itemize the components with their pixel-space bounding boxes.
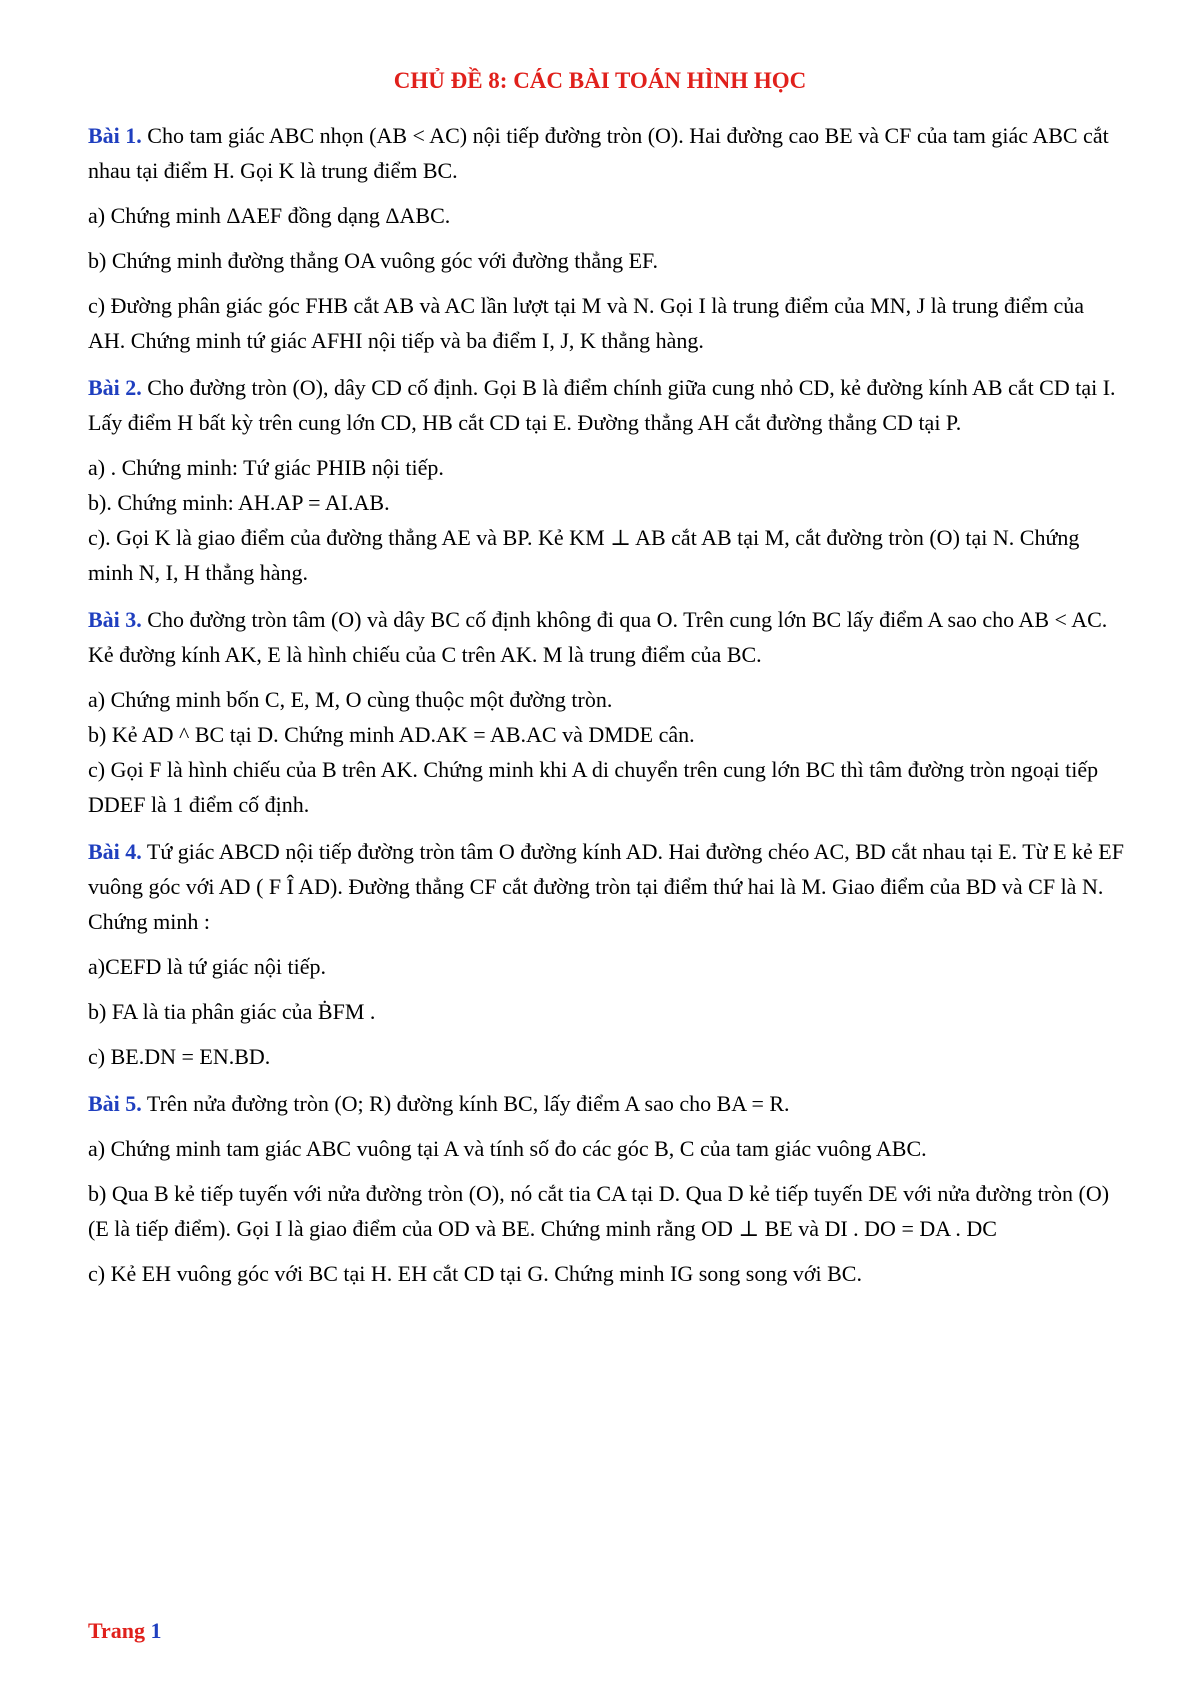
exercise-4-text: Tứ giác ABCD nội tiếp đường tròn tâm O đường kính AD. Hai đường chéo AC, BD cắt nhau tại E. Từ E kẻ EF vuông góc với AD ( F Î AD). Đường thẳng CF cắt đường tròn tại điểm thứ hai là M. Giao điểm của BD và CF là N. Chứng minh :: [88, 839, 1124, 934]
exercise-list: [88, 118, 1124, 1303]
exercise-2-text: Cho đường tròn (O), dây CD cố định. Gọi B là điểm chính giữa cung nhỏ CD, kẻ đường kính AB cắt CD tại I. Lấy điểm H bất kỳ trên cung lớn CD, HB cắt CD tại E. Đường thẳng AH cắt đường thẳng CD tại P.: [88, 375, 1116, 435]
exercise-2-part-b: b). Chứng minh: AH.AP = AI.AB.: [88, 490, 390, 515]
exercise-4-label: Bài 4.: [88, 839, 142, 864]
exercise-5-label: Bài 5.: [88, 1091, 142, 1116]
exercise-3-label: Bài 3.: [88, 607, 142, 632]
exercise-2: [88, 370, 1124, 590]
exercise-2-intro: [88, 370, 1124, 440]
exercise-2-part-c: c). Gọi K là giao điểm của đường thẳng AE và BP. Kẻ KM ⊥ AB cắt AB tại M, cắt đường tròn (O) tại N. Chứng minh N, I, H thẳng hàng.: [88, 525, 1080, 585]
exercise-3-part-a: a) Chứng minh bốn C, E, M, O cùng thuộc một đường tròn.: [88, 687, 613, 712]
exercise-1-part-a: a) Chứng minh ΔAEF đồng dạng ΔABC.: [88, 203, 451, 228]
exercise-3-intro: [88, 602, 1124, 672]
exercise-5-part-b: b) Qua B kẻ tiếp tuyến với nửa đường tròn (O), nó cắt tia CA tại D. Qua D kẻ tiếp tuyến DE với nửa đường tròn (O) (E là tiếp điểm). Gọi I là giao điểm của OD và BE. Chứng minh rằng OD ⊥ BE và DI . DO = DA . DC: [88, 1181, 1110, 1241]
exercise-4: [88, 834, 1124, 1074]
exercise-3-part-c: c) Gọi F là hình chiếu của B trên AK. Chứng minh khi A di chuyển trên cung lớn BC thì tâm đường tròn ngoại tiếp DDEF là 1 điểm cố định.: [88, 757, 1099, 817]
exercise-1: [88, 118, 1124, 358]
exercise-5-text: Trên nửa đường tròn (O; R) đường kính BC, lấy điểm A sao cho BA = R.: [146, 1091, 790, 1116]
page-title: CHỦ ĐỀ 8: CÁC BÀI TOÁN HÌNH HỌC: [393, 68, 807, 93]
footer-label: Trang: [88, 1618, 146, 1643]
footer-page-number: 1: [150, 1618, 162, 1643]
exercise-4-intro: [88, 834, 1124, 939]
exercise-1-text: Cho tam giác ABC nhọn (AB < AC) nội tiếp đường tròn (O). Hai đường cao BE và CF của tam giác ABC cắt nhau tại điểm H. Gọi K là trung điểm BC.: [88, 123, 1109, 183]
exercise-5-intro: [88, 1086, 1124, 1121]
exercise-5-part-c: c) Kẻ EH vuông góc với BC tại H. EH cắt CD tại G. Chứng minh IG song song với BC.: [88, 1261, 862, 1286]
exercise-1-part-c: c) Đường phân giác góc FHB cắt AB và AC lần lượt tại M và N. Gọi I là trung điểm của MN, J là trung điểm của AH. Chứng minh tứ giác AFHI nội tiếp và ba điểm I, J, K thẳng hàng.: [88, 293, 1084, 353]
exercise-1-label: Bài 1.: [88, 123, 142, 148]
exercise-3: [88, 602, 1124, 822]
exercise-1-part-b: b) Chứng minh đường thẳng OA vuông góc với đường thẳng EF.: [88, 248, 659, 273]
exercise-4-part-b: b) FA là tia phân giác của ḂFM .: [88, 999, 376, 1024]
exercise-3-part-b: b) Kẻ AD ^ BC tại D. Chứng minh AD.AK = AB.AC và DMDE cân.: [88, 722, 695, 747]
exercise-3-text: Cho đường tròn tâm (O) và dây BC cố định không đi qua O. Trên cung lớn BC lấy điểm A sao cho AB < AC. Kẻ đường kính AK, E là hình chiếu của C trên AK. M là trung điểm của BC.: [88, 607, 1108, 667]
exercise-4-part-c: c) BE.DN = EN.BD.: [88, 1044, 271, 1069]
exercise-2-part-a: a) . Chứng minh: Tứ giác PHIB nội tiếp.: [88, 455, 444, 480]
exercise-5: [88, 1086, 1124, 1291]
exercise-4-part-a: a)CEFD là tứ giác nội tiếp.: [88, 954, 326, 979]
page-footer: [88, 1618, 162, 1644]
exercise-1-intro: [88, 118, 1124, 188]
exercise-5-part-a: a) Chứng minh tam giác ABC vuông tại A và tính số đo các góc B, C của tam giác vuông ABC.: [88, 1136, 927, 1161]
exercise-2-label: Bài 2.: [88, 375, 142, 400]
